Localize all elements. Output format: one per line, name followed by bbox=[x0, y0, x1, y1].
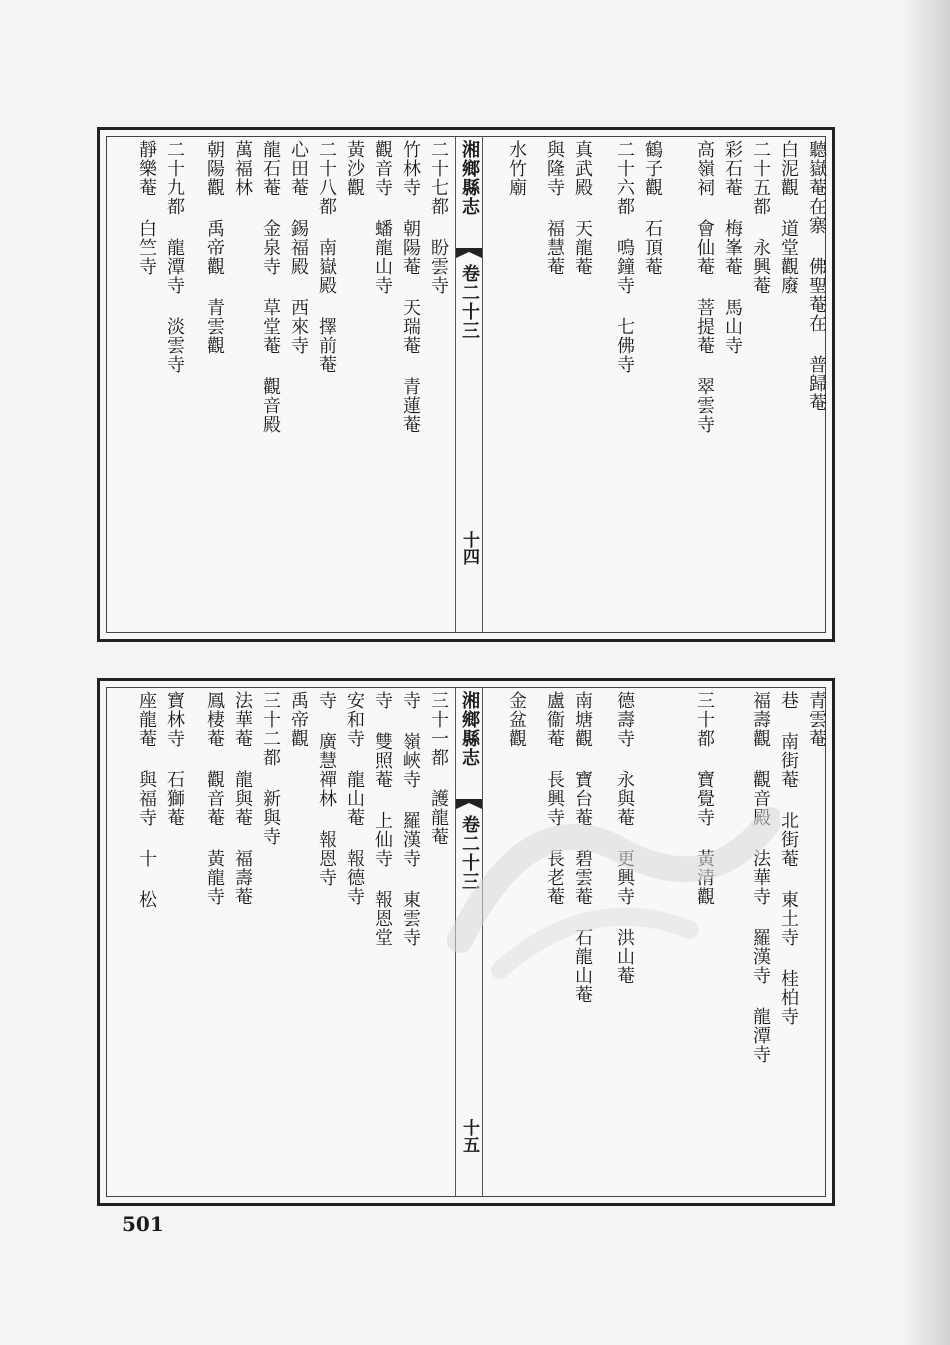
text-column: 二十六都 鳴鐘寺 七佛寺 bbox=[614, 140, 635, 374]
bottom-page bbox=[97, 678, 835, 1206]
center-strip bbox=[455, 687, 483, 1197]
county-title: 湘鄉縣志 bbox=[459, 140, 480, 216]
text-column: 竹林寺 朝陽菴 天瑞菴 青蓮菴 bbox=[400, 140, 421, 434]
running-title bbox=[456, 140, 482, 216]
text-column: 座龍菴 與福寺 十 松 bbox=[136, 691, 157, 909]
text-column: 聽嶽菴在寨 佛聖菴在 普歸菴 bbox=[806, 140, 827, 412]
text-column: 觀音寺 蟠龍山寺 bbox=[372, 140, 393, 295]
text-column: 二十五都 永興菴 bbox=[750, 140, 771, 295]
text-column: 南塘觀 寶台菴 碧雲菴 石龍山菴 bbox=[572, 691, 593, 1004]
text-column: 寺 嶺峽寺 羅漢寺 東雲寺 bbox=[400, 691, 421, 947]
text-column: 福壽觀 觀音殿 法華寺 羅漢寺 龍潭寺 bbox=[750, 691, 771, 1064]
volume-label: 卷二十三 bbox=[459, 264, 480, 340]
folio-number: 十四 bbox=[459, 531, 479, 565]
center-strip bbox=[455, 136, 483, 633]
text-column: 寺 雙照菴 上仙寺 報恩堂 bbox=[372, 691, 393, 947]
text-column: 朝陽觀 禹帝觀 青雲觀 bbox=[204, 140, 225, 355]
fish-tail-mark bbox=[456, 799, 482, 809]
text-column: 鳳棲菴 觀音菴 黃龍寺 bbox=[204, 691, 225, 906]
folio-number: 十五 bbox=[459, 1119, 479, 1153]
text-column: 法華菴 龍與菴 福壽菴 bbox=[232, 691, 253, 906]
text-column: 三十都 寶覺寺 黃清觀 bbox=[694, 691, 715, 906]
text-column: 德壽寺 永與菴 更興寺 洪山菴 bbox=[614, 691, 635, 985]
text-column: 靜樂菴 白竺寺 bbox=[136, 140, 157, 276]
text-column: 安和寺 龍山菴 報德寺 bbox=[344, 691, 365, 906]
county-title: 湘鄉縣志 bbox=[459, 691, 480, 767]
page-number: 501 bbox=[122, 1212, 164, 1236]
text-column: 白泥觀 道堂觀廢 bbox=[778, 140, 799, 295]
text-column: 龍石菴 金泉寺 草堂菴 觀音殿 bbox=[260, 140, 281, 434]
text-column: 禹帝觀 bbox=[288, 691, 309, 748]
text-column: 青雲菴 bbox=[806, 691, 827, 748]
text-column: 心田菴 錫福殿 西來寺 bbox=[288, 140, 309, 355]
text-column: 二十九都 龍潭寺 淡雲寺 bbox=[164, 140, 185, 374]
text-column: 巷 南街菴 北街菴 東土寺 桂柏寺 bbox=[778, 691, 799, 1026]
text-column: 水竹廟 bbox=[506, 140, 527, 197]
text-column: 高嶺祠 會仙菴 菩提菴 翠雲寺 bbox=[694, 140, 715, 434]
text-column: 寶林寺 石獅菴 bbox=[164, 691, 185, 827]
text-column: 二十七都 盼雲寺 bbox=[428, 140, 449, 295]
scan-edge bbox=[904, 0, 950, 1345]
text-column: 彩石菴 梅峯菴 馬山寺 bbox=[722, 140, 743, 355]
text-column: 金盆觀 bbox=[506, 691, 527, 748]
fish-tail-mark bbox=[456, 248, 482, 258]
text-column: 真武殿 天龍菴 bbox=[572, 140, 593, 276]
text-column: 黃沙觀 bbox=[344, 140, 365, 197]
text-column: 寺 廣慧禪林 報恩寺 bbox=[316, 691, 337, 887]
text-column: 二十八都 南嶽殿 擇前菴 bbox=[316, 140, 337, 374]
text-column: 萬福林 bbox=[232, 140, 253, 197]
running-title bbox=[456, 691, 482, 767]
text-column: 三十二都 新與寺 bbox=[260, 691, 281, 846]
text-column: 三十一都 護龍菴 bbox=[428, 691, 449, 846]
text-column: 與隆寺 福慧菴 bbox=[544, 140, 565, 276]
text-column: 鶴子觀 石頂菴 bbox=[642, 140, 663, 276]
volume-label: 卷二十三 bbox=[459, 815, 480, 891]
text-column: 盧衞菴 長興寺 長老菴 bbox=[544, 691, 565, 906]
top-page bbox=[97, 127, 835, 642]
